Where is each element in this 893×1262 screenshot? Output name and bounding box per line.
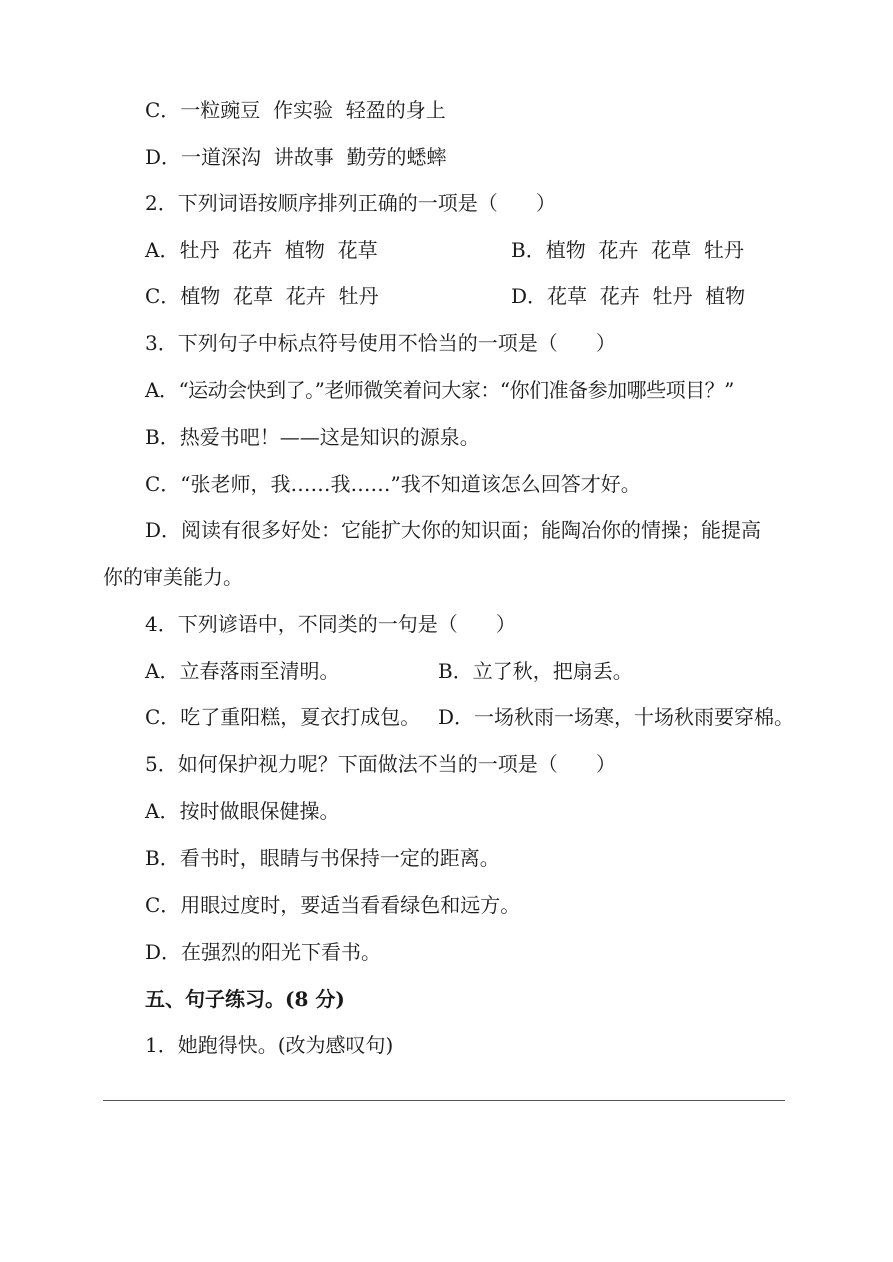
q2-stem: 2．下列词语按顺序排列正确的一项是（ ） — [145, 191, 556, 215]
q4-option-b: B．立了秋，把扇丢。 — [438, 659, 633, 683]
q5-option-b: B．看书时，眼睛与书保持一定的距离。 — [145, 846, 500, 870]
q4-option-c: C．吃了重阳糕，夏衣打成包。 — [145, 705, 421, 729]
section-five-heading: 五、句子练习。(8 分) — [145, 987, 345, 1011]
q4-option-a: A．立春落雨至清明。 — [145, 659, 340, 683]
q3-option-a: A．“运动会快到了。”老师微笑着问大家：“你们准备参加哪些项目？” — [145, 378, 734, 402]
q2-option-b: B．植物 花卉 花草 牡丹 — [511, 238, 744, 262]
q5-stem: 5．如何保护视力呢？下面做法不当的一项是（ ） — [145, 752, 616, 776]
q2-option-c: C．植物 花草 花卉 牡丹 — [145, 284, 379, 308]
q3-stem: 3．下列句子中标点符号使用不恰当的一项是（ ） — [145, 331, 616, 355]
answer-line[interactable] — [103, 1100, 785, 1101]
q3-option-d-continued: 你的审美能力。 — [103, 565, 243, 589]
section-five-q1: 1．她跑得快。(改为感叹句) — [145, 1033, 394, 1057]
q5-option-c: C．用眼过度时，要适当看看绿色和远方。 — [145, 893, 521, 917]
q3-option-b: B．热爱书吧！——这是知识的源泉。 — [145, 425, 480, 449]
q3-option-c: C．“张老师，我……我……”我不知道该怎么回答才好。 — [145, 472, 641, 496]
q5-option-a: A．按时做眼保健操。 — [145, 799, 340, 823]
q4-stem: 4．下列谚语中，不同类的一句是（ ） — [145, 612, 516, 636]
q1-option-c: C．一粒豌豆 作实验 轻盈的身上 — [145, 98, 446, 122]
q2-option-d: D．花草 花卉 牡丹 植物 — [511, 284, 746, 308]
q5-option-d: D．在强烈的阳光下看书。 — [145, 940, 382, 964]
q1-option-d: D．一道深沟 讲故事 勤劳的蟋蟀 — [145, 145, 447, 169]
q2-option-a: A．牡丹 花卉 植物 花草 — [145, 238, 378, 262]
q3-option-d: D．阅读有很多好处：它能扩大你的知识面；能陶冶你的情操；能提高 — [145, 518, 762, 542]
q4-option-d: D．一场秋雨一场寒，十场秋雨要穿棉。 — [438, 705, 795, 729]
